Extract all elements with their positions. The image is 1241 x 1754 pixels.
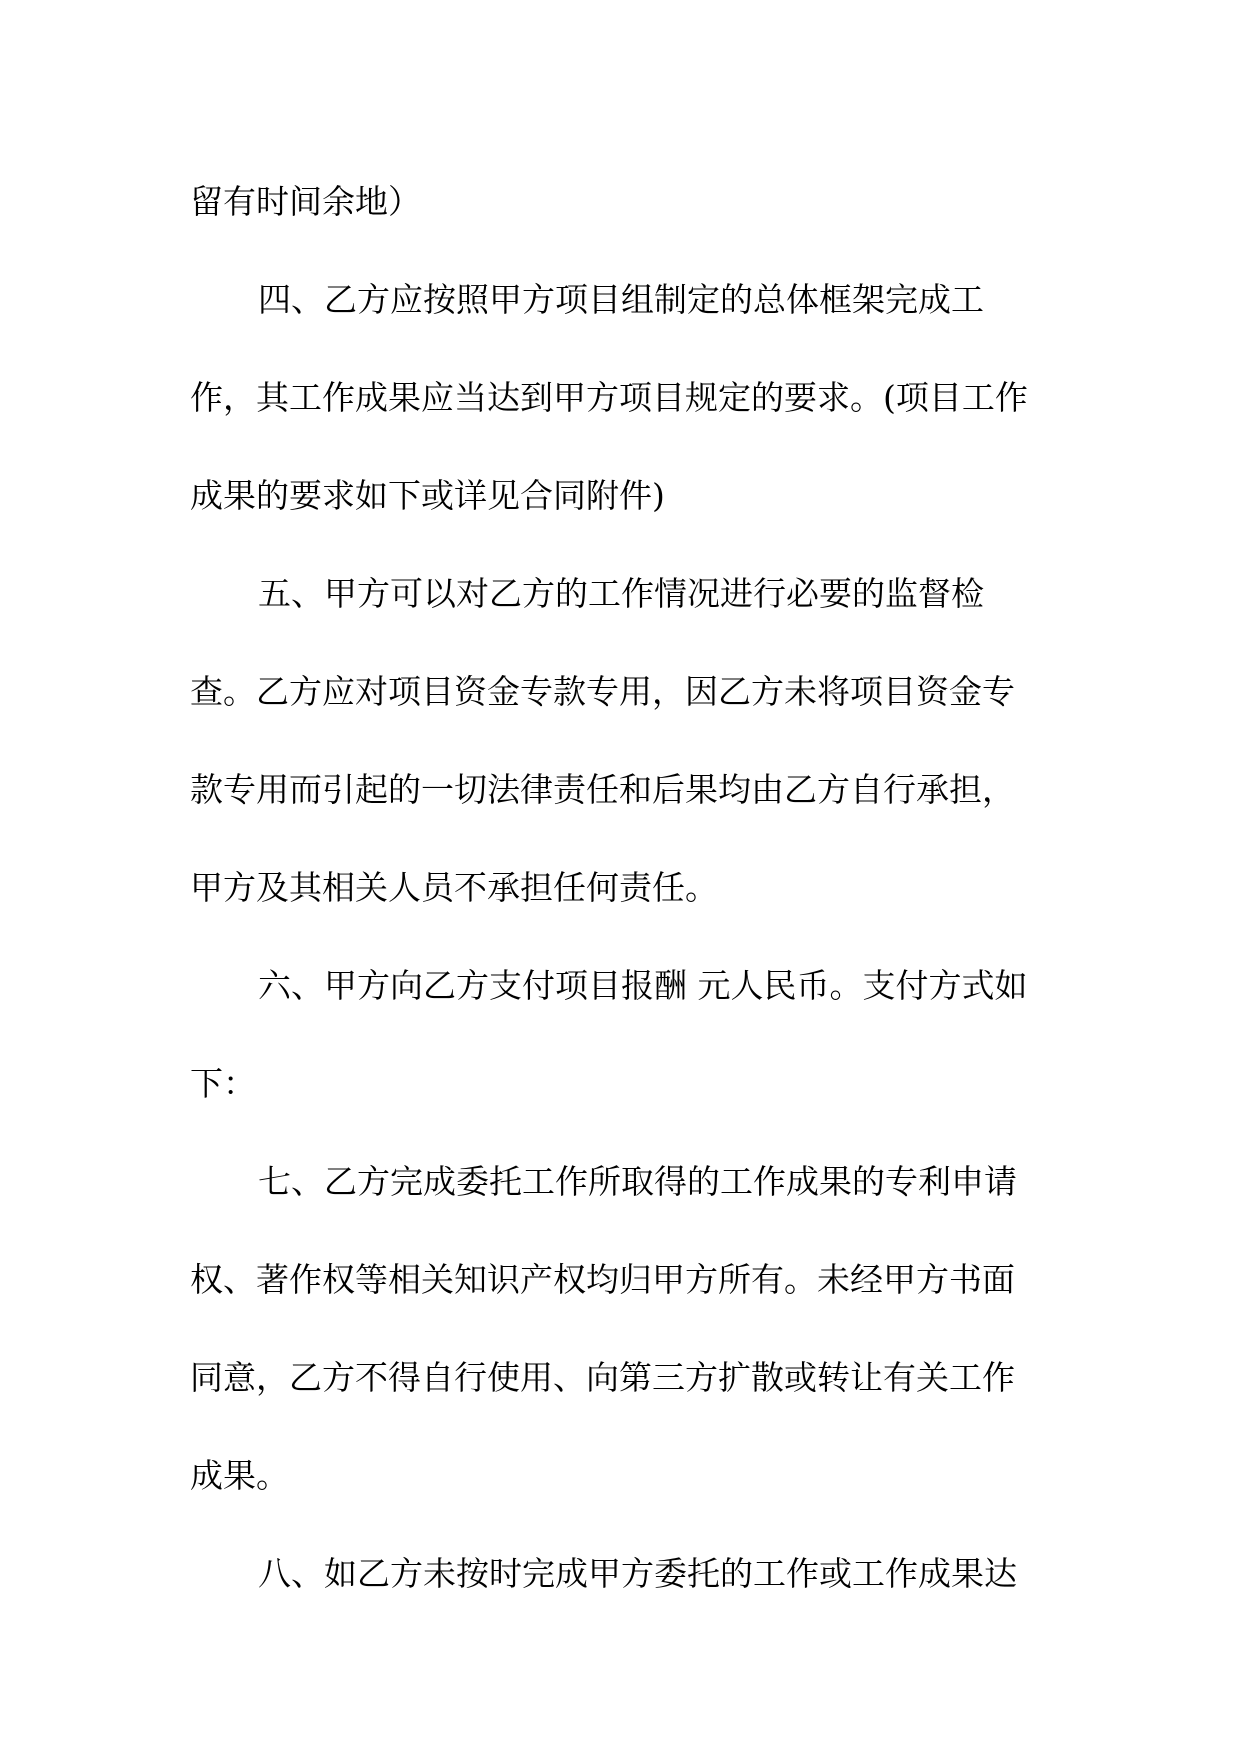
clause-5-line-1: 五、甲方可以对乙方的工作情况进行必要的监督检 xyxy=(258,574,984,613)
clause-4-line-1: 四、乙方应按照甲方项目组制定的总体框架完成工 xyxy=(258,280,984,319)
paragraph-line-1: 留有时间余地） xyxy=(190,182,421,221)
clause-6-line-1: 六、甲方向乙方支付项目报酬 元人民币。支付方式如 xyxy=(258,966,1028,1005)
clause-5-line-4: 甲方及其相关人员不承担任何责任。 xyxy=(190,868,718,907)
clause-4-line-2: 作，其工作成果应当达到甲方项目规定的要求。(项目工作 xyxy=(190,378,1028,417)
clause-5-line-2: 查。乙方应对项目资金专款专用，因乙方未将项目资金专 xyxy=(190,672,1015,711)
clause-6-line-2: 下： xyxy=(190,1064,256,1103)
clause-8-line-1: 八、如乙方未按时完成甲方委托的工作或工作成果达 xyxy=(258,1554,1017,1593)
clause-5-line-3: 款专用而引起的一切法律责任和后果均由乙方自行承担， xyxy=(190,770,1015,809)
clause-7-line-2: 权、著作权等相关知识产权均归甲方所有。未经甲方书面 xyxy=(190,1260,1015,1299)
clause-7-line-3: 同意，乙方不得自行使用、向第三方扩散或转让有关工作 xyxy=(190,1358,1015,1397)
clause-7-line-4: 成果。 xyxy=(190,1456,289,1495)
clause-4-line-3: 成果的要求如下或详见合同附件) xyxy=(190,476,665,515)
clause-7-line-1: 七、乙方完成委托工作所取得的工作成果的专利申请 xyxy=(258,1162,1017,1201)
